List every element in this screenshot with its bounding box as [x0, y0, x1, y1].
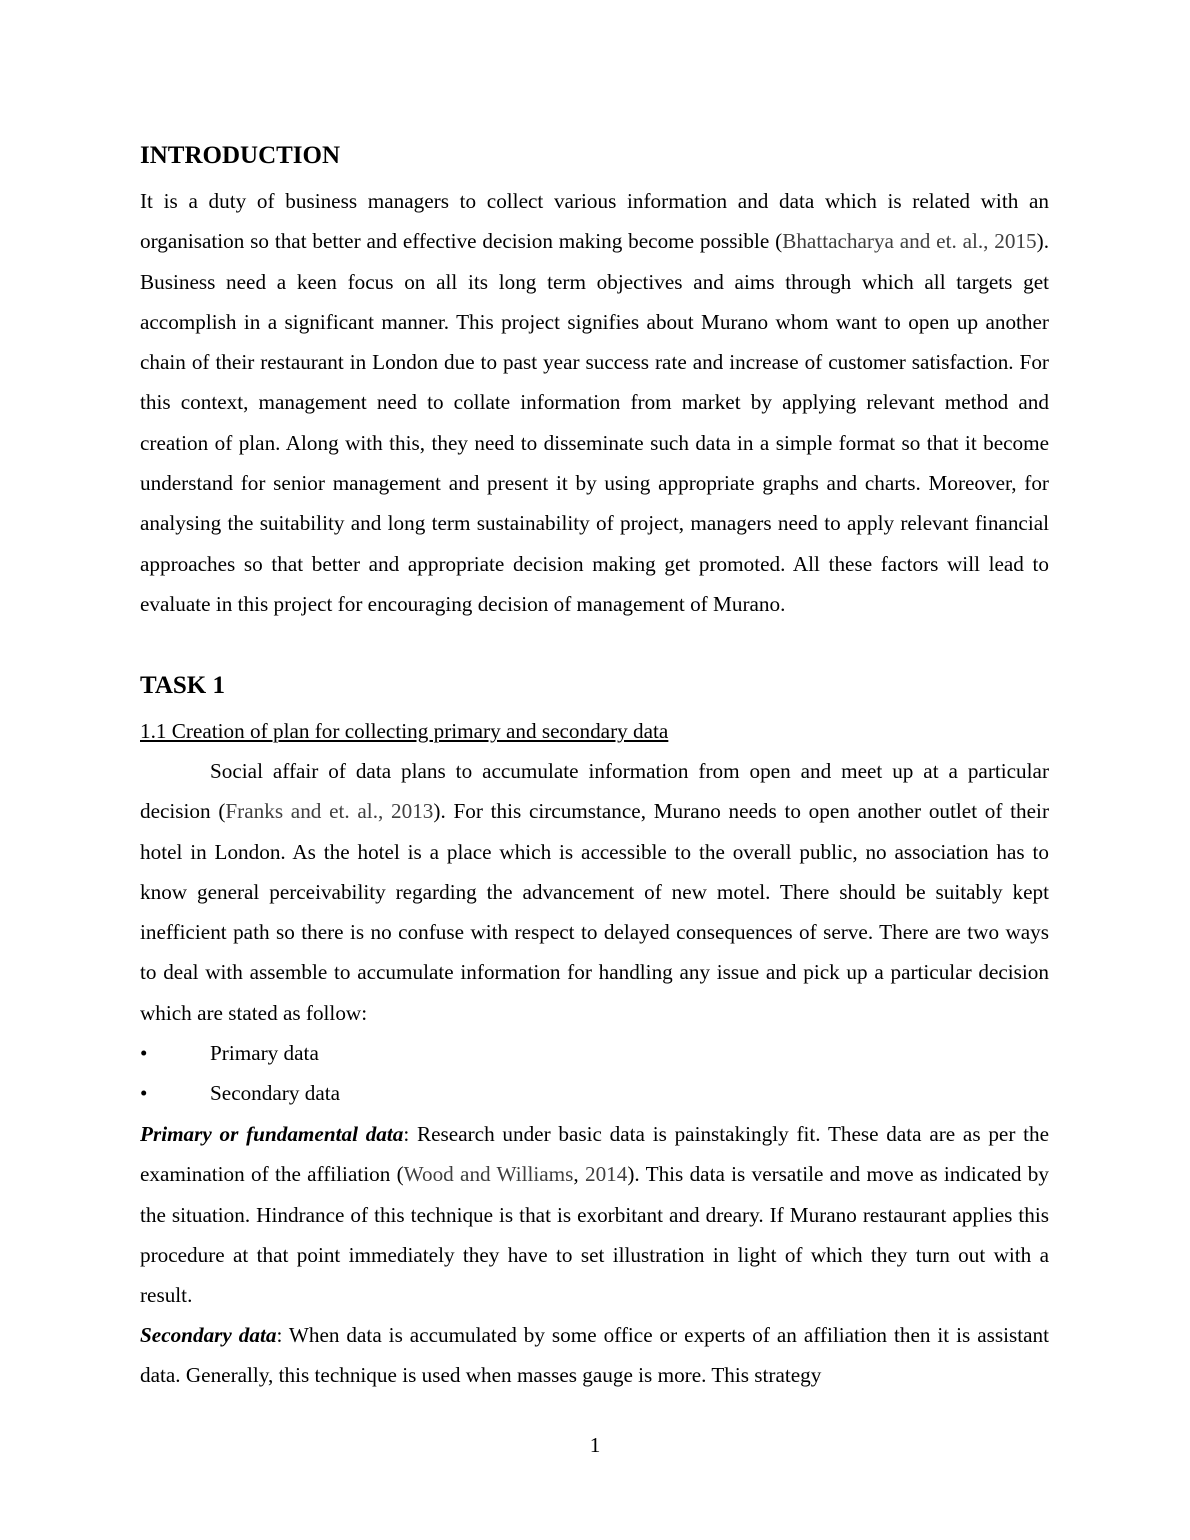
introduction-heading: INTRODUCTION [140, 142, 341, 169]
primary-text-part-2: ). This data is versatile and move as indicated by the situation. Hindrance of this technique is that is exorbitant and dreary. If Murano restaurant applies this procedure at that point immediately they have to set illustration in light of which they turn out with a result. [140, 1162, 1049, 1308]
list-item-text: Secondary data [210, 1081, 341, 1105]
primary-data-term: Primary or fundamental data [140, 1122, 404, 1146]
task1-heading: TASK 1 [140, 672, 225, 699]
citation-year: 2014 [584, 1162, 628, 1187]
list-item-text: Primary data [210, 1041, 319, 1065]
secondary-text: : When data is accumulated by some office or experts of an affiliation then it is assistant data. Generally, this technique is used when masses gauge is more. This strategy [140, 1323, 1049, 1388]
primary-text-part-1: : Research under basic data is painstakingly fit. These data are as per the examination of the affiliation ( [140, 1122, 1049, 1187]
section-1-1-subheading: 1.1 Creation of plan for collecting primary and secondary data [140, 719, 669, 743]
intro-text-part-1: It is a duty of business managers to collect various information and data which is related with an organisation so that better and effective decision making become possible ( [140, 189, 1049, 254]
citation-separator: , [573, 1162, 585, 1187]
primary-data-paragraph [140, 1114, 1049, 1315]
bullet-icon: • [140, 1041, 148, 1065]
citation-wood-williams: Wood and Williams [403, 1162, 574, 1187]
secondary-data-term: Secondary data [140, 1323, 277, 1347]
secondary-data-paragraph [140, 1315, 1049, 1396]
page-number: 1 [589, 1433, 601, 1457]
introduction-paragraph [140, 181, 1049, 624]
citation-bhattacharya: Bhattacharya and et. al., 2015 [782, 229, 1037, 254]
task1-text-part-1: Social affair of data plans to accumulate information from open and meet up at a particular decision ( [140, 759, 1049, 824]
intro-text-part-2: ). Business need a keen focus on all its long term objectives and aims through which all targets get accomplish in a significant manner. This project signifies about Murano whom want to open up another chain of their restaurant in London due to past year success rate and increase of customer satisfaction. For this context, management need to collate information from market by applying relevant method and creation of plan. Along with this, they need to disseminate such data in a simple format so that it become understand for senior management and present it by using appropriate graphs and charts. Moreover, for analysing the suitability and long term sustainability of project, managers need to apply relevant financial approaches so that better and appropriate decision making get promoted. All these factors will lead to evaluate in this project for encouraging decision of management of Murano. [140, 229, 1050, 616]
bullet-icon: • [140, 1081, 148, 1105]
task1-text-part-2: ). For this circumstance, Murano needs to open another outlet of their hotel in London. As the hotel is a place which is accessible to the overall public, no association has to know general perceivability regarding the advancement of new motel. There should be suitably kept inefficient path so there is no confuse with respect to delayed consequences of serve. There are two ways to deal with assemble to accumulate information for handling any issue and pick up a particular decision which are stated as follow: [140, 799, 1049, 1025]
task1-paragraph [140, 751, 1049, 1033]
citation-franks: Franks and et. al., 2013 [225, 799, 434, 824]
